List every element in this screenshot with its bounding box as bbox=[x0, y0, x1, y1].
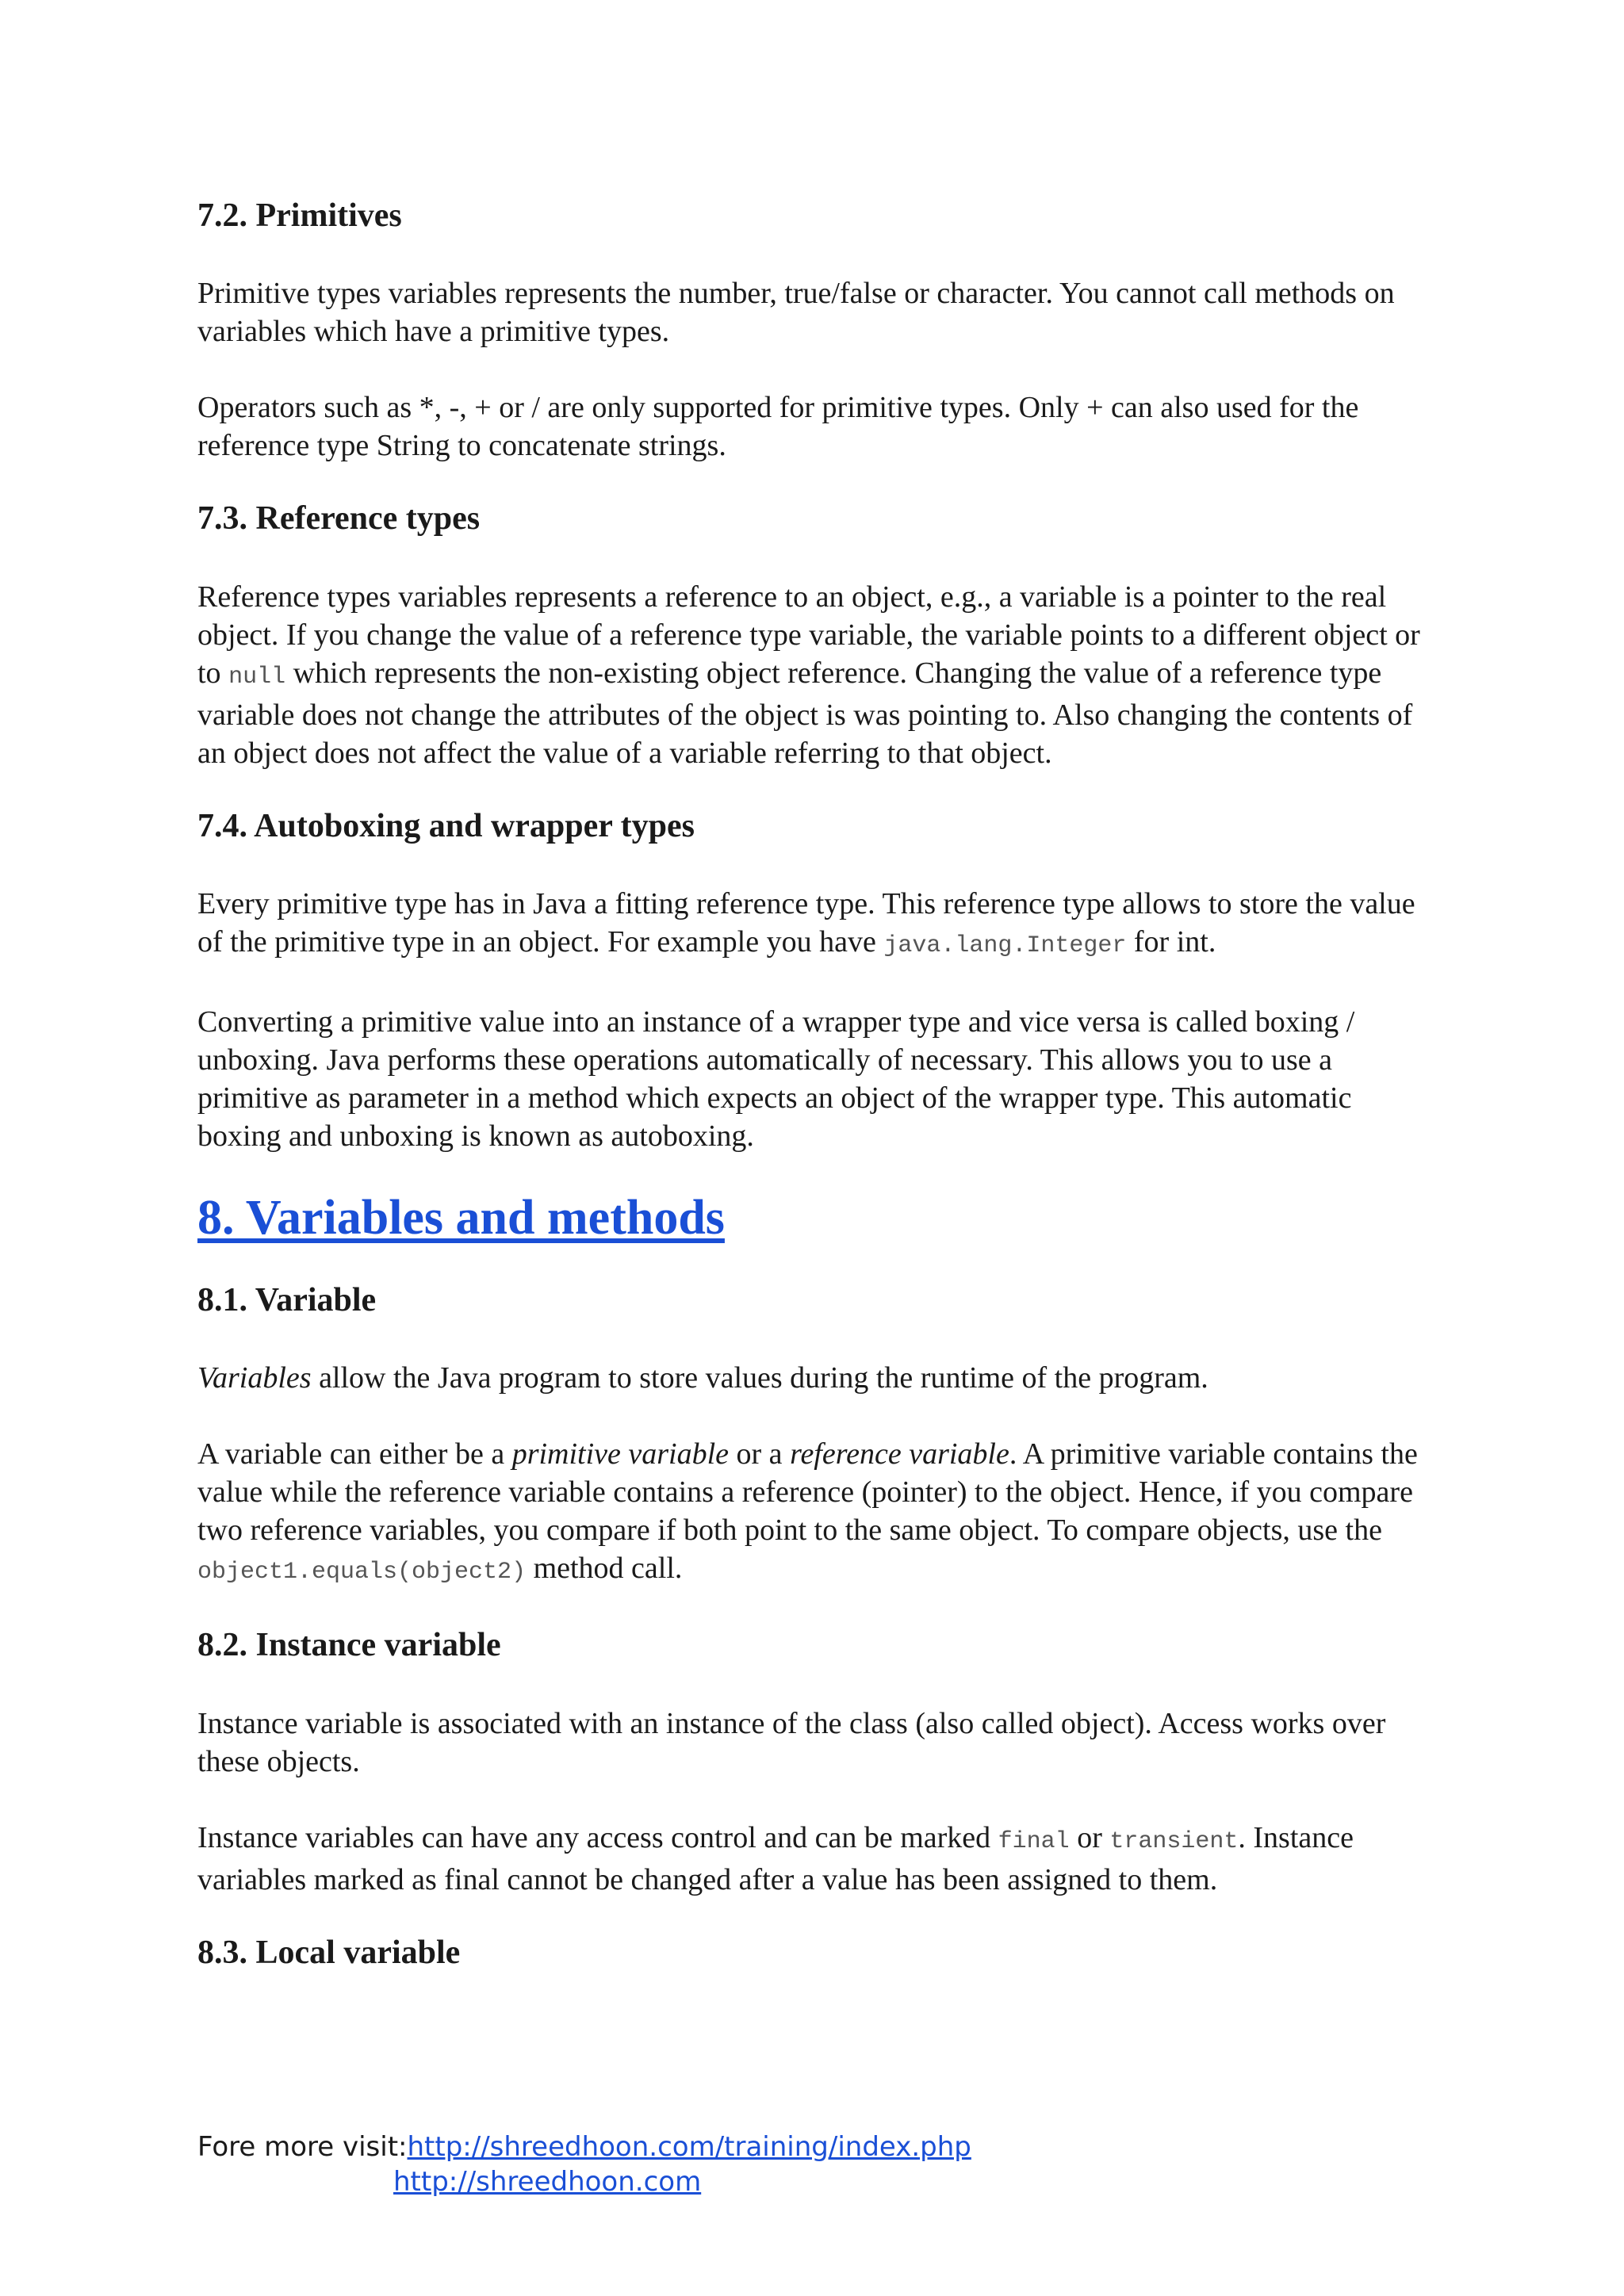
document-body bbox=[197, 190, 1434, 1972]
emphasis-primitive-variable: primitive variable bbox=[511, 1437, 730, 1471]
text-span: for int. bbox=[1126, 924, 1216, 959]
heading-8-1: 8.1. Variable bbox=[197, 1282, 377, 1319]
code-transient: transient bbox=[1109, 1827, 1239, 1855]
emphasis-reference-variable: reference variable bbox=[790, 1437, 1009, 1471]
emphasis-variables: Variables bbox=[197, 1361, 312, 1395]
code-object-equals: object1.equals(object2) bbox=[197, 1559, 527, 1586]
text-span: which represents the non-existing object reference. Changing the value of a reference type variable does not change the attributes of the object is was pointing to. Also changing the contents of an object does not affect the value of a variable referring to that object. bbox=[197, 656, 1413, 770]
code-java-lang-integer: java.lang.Integer bbox=[883, 932, 1127, 959]
heading-8-3: 8.3. Local variable bbox=[197, 1934, 461, 1971]
code-final: final bbox=[998, 1827, 1070, 1855]
paragraph-autoboxing-2: Converting a primitive value into an instance of a wrapper type and vice versa is called boxing / unboxing. Java performs these operations automatically of necessary. This allows you to use a primitive as parameter in a method which expects an object of the wrapper type. This automatic boxing and unboxing is known as autoboxing. bbox=[197, 1004, 1355, 1153]
code-null: null bbox=[228, 663, 286, 691]
footer-row-2 bbox=[197, 2164, 971, 2199]
footer-row-1 bbox=[197, 2130, 971, 2164]
footer-label: Fore more visit: bbox=[197, 2131, 408, 2163]
heading-7-3: 7.3. Reference types bbox=[197, 500, 481, 538]
footer-link-training[interactable]: http://shreedhoon.com/training/index.php bbox=[407, 2131, 971, 2163]
text-span: Every primitive type has in Java a fitting reference type. This reference type allows to store the value of the primitive type in an object. For example you have bbox=[197, 886, 1415, 959]
paragraph-variable-2 bbox=[197, 1435, 1434, 1591]
text-span: Instance variables can have any access control and can be marked bbox=[197, 1820, 998, 1854]
paragraph-primitives-1: Primitive types variables represents the number, true/false or character. You cannot call methods on variables which have a primitive types. bbox=[197, 277, 1395, 349]
paragraph-instance-variable-2 bbox=[197, 1819, 1434, 1899]
paragraph-autoboxing-1 bbox=[197, 885, 1434, 965]
text-span: A variable can either be a bbox=[197, 1437, 512, 1471]
text-span: or bbox=[1069, 1820, 1110, 1854]
text-span: . A primitive variable contains the value while the reference variable contains a reference (pointer) to the object. Hence, if you compare two reference variables, you compare if both point to the same object. To compare objects, use the bbox=[197, 1437, 1418, 1548]
heading-7-2: 7.2. Primitives bbox=[197, 197, 402, 234]
text-span: or a bbox=[729, 1437, 791, 1471]
page-footer bbox=[197, 2130, 971, 2199]
paragraph-primitives-2: Operators such as *, -, + or / are only supported for primitive types. Only + can also used for the reference type String to concatenate strings. bbox=[197, 391, 1359, 463]
text-span: method call. bbox=[526, 1552, 683, 1586]
paragraph-instance-variable-1: Instance variable is associated with an instance of the class (also called object). Access works over these objects. bbox=[197, 1706, 1386, 1778]
paragraph-reference-types bbox=[197, 578, 1434, 772]
footer-link-home[interactable]: http://shreedhoon.com bbox=[393, 2166, 702, 2198]
text-span: Reference types variables represents a reference to an object, e.g., a variable is a pointer to the real object. If you change the value of a reference type variable, the variable points to a different object or to bbox=[197, 580, 1420, 690]
paragraph-variable-1 bbox=[197, 1359, 1434, 1397]
heading-8-2: 8.2. Instance variable bbox=[197, 1627, 501, 1664]
chapter-heading-8[interactable]: 8. Variables and methods bbox=[197, 1190, 725, 1245]
text-span: allow the Java program to store values during the runtime of the program. bbox=[311, 1361, 1208, 1395]
text-span: . Instance variables marked as final cannot be changed after a value has been assigned to them. bbox=[197, 1820, 1354, 1896]
heading-7-4: 7.4. Autoboxing and wrapper types bbox=[197, 807, 695, 844]
